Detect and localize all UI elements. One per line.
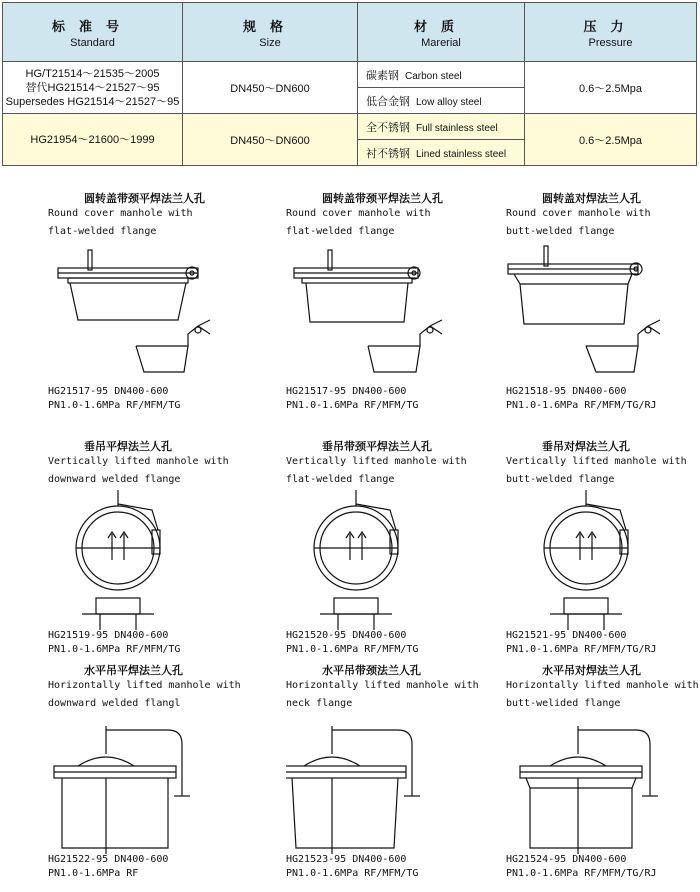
manhole-title-en: flat-welded flange: [286, 474, 395, 485]
horizontal-manhole-drawing: [286, 714, 512, 854]
manhole-pressure-code: PN1.0-1.6MPa RF/MFM/TG: [286, 644, 419, 655]
manhole-title-cn: 水平吊对焊法兰人孔: [542, 664, 641, 677]
manhole-title-cn: 圆转盖带颈平焊法兰人孔: [84, 192, 205, 205]
horizontal-manhole-drawing: [506, 714, 686, 854]
manhole-card-3: [506, 190, 700, 420]
manhole-title-en: Vertically lifted manhole with: [286, 456, 467, 467]
header-material: 材质 Marerial: [358, 3, 525, 62]
manhole-card-5: [286, 438, 512, 668]
manhole-title-en: Round cover manhole with: [48, 208, 193, 219]
manhole-pressure-code: PN1.0-1.6MPa RF/MFM/TG: [48, 400, 181, 411]
manhole-code: HG21520-95 DN400-600: [286, 630, 407, 641]
manhole-title-cn: 垂吊平焊法兰人孔: [84, 440, 172, 453]
manhole-title-en: Vertically lifted manhole with: [506, 456, 687, 467]
table-row: [3, 114, 697, 140]
manhole-title-cn: 垂吊带颈平焊法兰人孔: [322, 440, 432, 453]
manhole-title-en: Horizontally lifted manhole with: [506, 680, 699, 691]
manhole-code: HG21522-95 DN400-600: [48, 854, 169, 865]
manhole-title-en: butt-welded flange: [506, 474, 615, 485]
manhole-pressure-code: PN1.0-1.6MPa RF/MFM/TG/RJ: [506, 868, 657, 879]
manhole-title-cn: 圆转盖带颈平焊法兰人孔: [322, 192, 443, 205]
manhole-title-en: flat-welded flange: [48, 226, 157, 237]
pressure-cell: 0.6～2.5Mpa: [525, 114, 697, 166]
vertical-manhole-drawing: [506, 490, 686, 630]
header-size: 规格 Size: [183, 3, 358, 62]
manhole-pressure-code: PN1.0-1.6MPa RF/MFM/TG: [48, 644, 181, 655]
manhole-card-4: [48, 438, 274, 668]
manhole-title-en: butt-welded flange: [506, 226, 615, 237]
manhole-title-cn: 水平吊平焊法兰人孔: [84, 664, 183, 677]
material-cell: 衬不锈钢 Lined stainless steel: [358, 140, 525, 166]
manhole-title-en: butt-welided flange: [506, 698, 621, 709]
manhole-card-8: [286, 662, 512, 892]
manhole-pressure-code: PN1.0-1.6MPa RF/MFM/TG: [286, 868, 419, 879]
manhole-pressure-code: PN1.0-1.6MPa RF/MFM/TG/RJ: [506, 644, 657, 655]
pressure-cell: 0.6～2.5Mpa: [525, 62, 697, 114]
manhole-title-en: neck flange: [286, 698, 353, 709]
manhole-title-en: downward welded flange: [48, 474, 181, 485]
manhole-card-7: [48, 662, 274, 892]
round-cover-manhole-drawing: [286, 242, 512, 382]
vertical-manhole-drawing: [286, 490, 512, 630]
manhole-code: HG21519-95 DN400-600: [48, 630, 169, 641]
manhole-title-en: Round cover manhole with: [286, 208, 431, 219]
size-cell: DN450～DN600: [183, 114, 358, 166]
manhole-card-1: [48, 190, 274, 420]
manhole-pressure-code: PN1.0-1.6MPa RF/MFM/TG: [286, 400, 419, 411]
table-header-row: [3, 3, 697, 62]
manhole-pressure-code: PN1.0-1.6MPa RF: [48, 868, 139, 879]
manhole-code: HG21521-95 DN400-600: [506, 630, 627, 641]
round-cover-manhole-drawing: [506, 242, 686, 382]
manhole-card-6: [506, 438, 700, 668]
manhole-title-en: flat-welded flange: [286, 226, 395, 237]
material-cell: 碳素钢 Carbon steel: [358, 62, 525, 88]
manhole-code: HG21523-95 DN400-600: [286, 854, 407, 865]
material-cell: 全不锈钢 Full stainless steel: [358, 114, 525, 140]
manhole-title-cn: 垂吊对焊法兰人孔: [542, 440, 630, 453]
manhole-pressure-code: PN1.0-1.6MPa RF/MFM/TG/RJ: [506, 400, 657, 411]
horizontal-manhole-drawing: [48, 714, 274, 854]
standard-cell: HG21954～21600～1999: [3, 114, 183, 166]
manhole-title-en: Vertically lifted manhole with: [48, 456, 229, 467]
manhole-title-en: Horizontally lifted manhole with: [286, 680, 479, 691]
header-standard: 标准号 Standard: [3, 3, 183, 62]
manhole-code: HG21524-95 DN400-600: [506, 854, 627, 865]
standard-cell: HG/T21514～21535～2005 替代HG21514～21527～95 Supersedes HG21514～21527～95: [3, 62, 183, 114]
manhole-code: HG21517-95 DN400-600: [286, 386, 407, 397]
round-cover-manhole-drawing: [48, 242, 274, 382]
spec-table: [2, 2, 697, 166]
header-pressure: 压力 Pressure: [525, 3, 697, 62]
vertical-manhole-drawing: [48, 490, 274, 630]
manhole-card-2: [286, 190, 512, 420]
manhole-title-en: downward welded flangl: [48, 698, 181, 709]
manhole-title-cn: 圆转盖对焊法兰人孔: [542, 192, 641, 205]
table-row: [3, 62, 697, 88]
material-cell: 低合金钢 Low alloy steel: [358, 88, 525, 114]
manhole-code: HG21518-95 DN400-600: [506, 386, 627, 397]
manhole-card-9: [506, 662, 700, 892]
manhole-title-cn: 水平吊带颈法兰人孔: [322, 664, 421, 677]
manhole-title-en: Round cover manhole with: [506, 208, 651, 219]
manhole-code: HG21517-95 DN400-600: [48, 386, 169, 397]
manhole-title-en: Horizontally lifted manhole with: [48, 680, 241, 691]
size-cell: DN450～DN600: [183, 62, 358, 114]
